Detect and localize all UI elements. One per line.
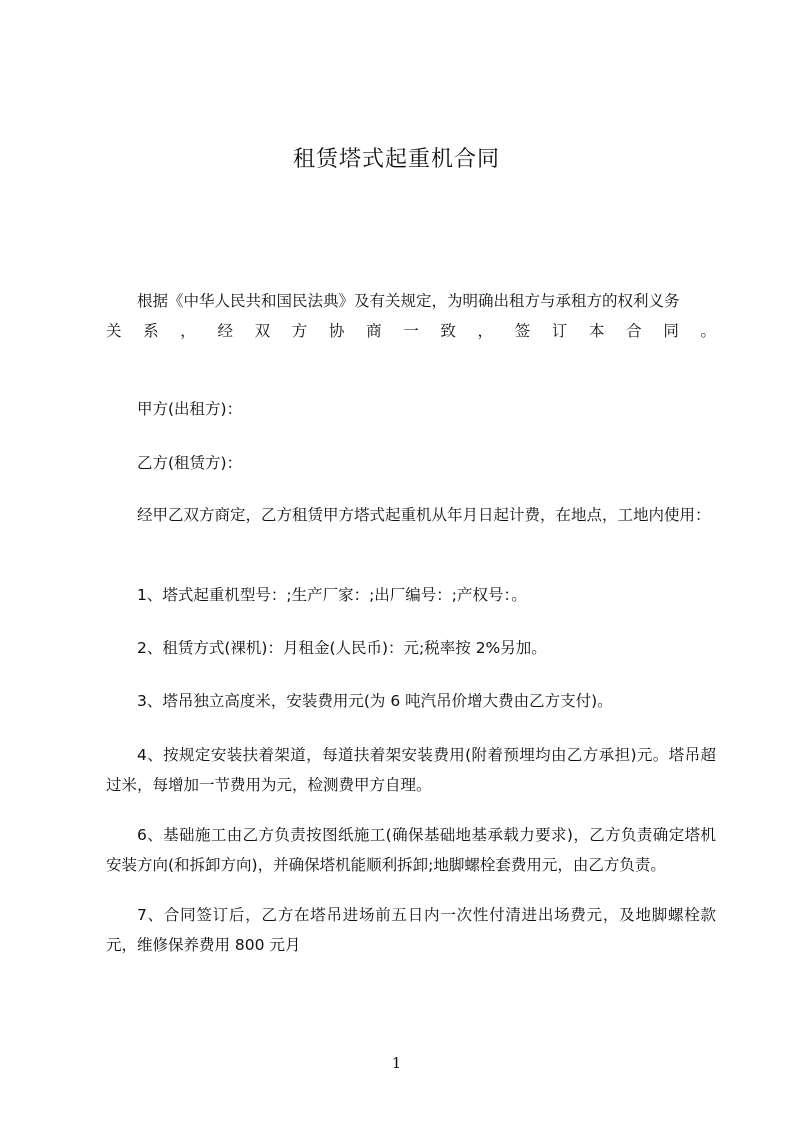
clause-7: 7、合同签订后，乙方在塔吊进场前五日内一次性付清进出场费元，及地脚螺栓款元，维修保养费用 800 元月: [106, 906, 716, 954]
document-title: 租赁塔式起重机合同: [292, 147, 500, 172]
clause-6: 6、基础施工由乙方负责按图纸施工(确保基础地基承载力要求)，乙方负责确定塔机安装方向(和拆卸方向)，并确保塔机能顺利拆卸;地脚螺栓套费用元，由乙方负责。: [106, 826, 716, 874]
page-number: 1: [391, 1054, 402, 1072]
intro-line-1: 根据《中华人民共和国民法典》及有关规定，为明确出租方与承租方的权利义务: [137, 292, 680, 310]
clause-4: 4、按规定安装扶着架道，每道扶着架安装费用(附着预埋均由乙方承担)元。塔吊超过米，每增加一节费用为元，检测费甲方自理。: [106, 746, 716, 794]
intro-paragraph: [106, 286, 716, 346]
party-b-line: 乙方(租赁方)：: [137, 454, 243, 472]
intro-line-2: 关系，经双方协商一致，签订本合同。: [106, 322, 716, 340]
clause-3: 3、塔吊独立高度米，安装费用元(为 6 吨汽吊价增大费由乙方支付)。: [137, 692, 613, 710]
clause-2: 2、租赁方式(裸机)：月租金(人民币)：元;税率按 2%另加。: [137, 639, 547, 657]
usage-paragraph: 经甲乙双方商定，乙方租赁甲方塔式起重机从年月日起计费，在地点，工地内使用：: [137, 506, 711, 524]
clause-1: 1、塔式起重机型号：;生产厂家：;出厂编号：;产权号：。: [137, 586, 527, 604]
party-a-line: 甲方(出租方)：: [137, 400, 243, 418]
